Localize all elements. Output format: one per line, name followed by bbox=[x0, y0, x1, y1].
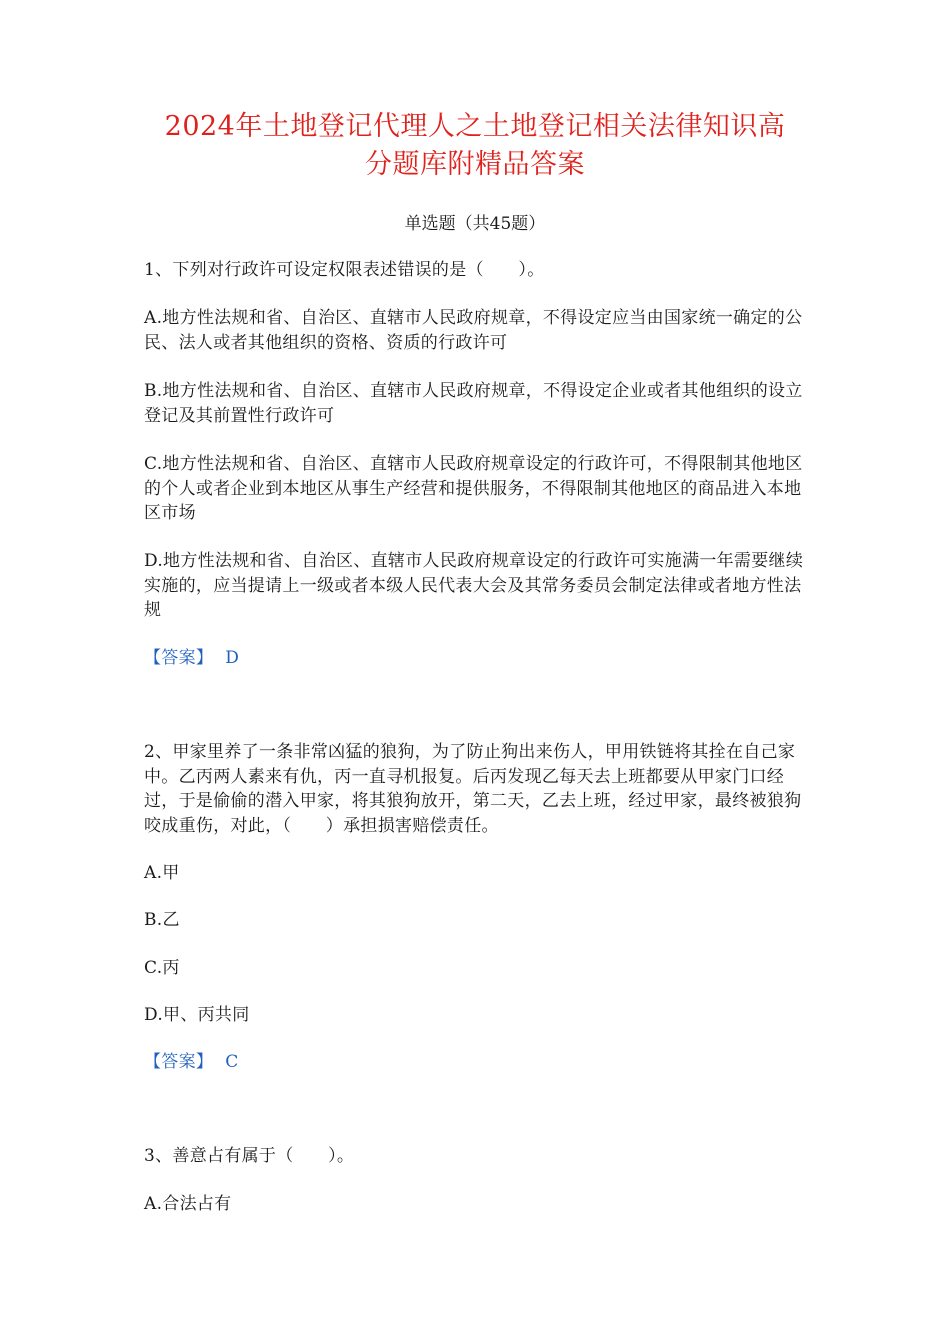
answer-value: C bbox=[225, 1052, 239, 1072]
answer-value: D bbox=[225, 648, 240, 668]
question-1-option-a: A.地方性法规和省、自治区、直辖市人民政府规章，不得设定应当由国家统一确定的公民、法人或者其他组织的资格、资质的行政许可 bbox=[144, 308, 803, 353]
question-1-option-d: D.地方性法规和省、自治区、直辖市人民政府规章设定的行政许可实施满一年需要继续实施的，应当提请上一级或者本级人民代表大会及其常务委员会制定法律或者地方性法规 bbox=[144, 551, 804, 620]
answer-label: 【答案】 bbox=[144, 648, 214, 668]
document-title bbox=[100, 108, 850, 184]
question-2-option-c: C.丙 bbox=[144, 958, 180, 978]
question-1-option-b: B.地方性法规和省、自治区、直辖市人民政府规章，不得设定企业或者其他组织的设立登记及其前置性行政许可 bbox=[144, 381, 803, 426]
question-3-stem: 3、善意占有属于（ ）。 bbox=[144, 1146, 355, 1166]
question-1-stem: 1、下列对行政许可设定权限表述错误的是（ ）。 bbox=[144, 260, 545, 280]
question-2-answer bbox=[144, 1050, 814, 1075]
question-1-answer bbox=[144, 646, 814, 671]
question-2-option-b: B.乙 bbox=[144, 910, 180, 930]
title-line-1: 2024年土地登记代理人之土地登记相关法律知识高 bbox=[164, 111, 786, 142]
question-2-option-d: D.甲、丙共同 bbox=[144, 1005, 250, 1025]
title-line-2: 分题库附精品答案 bbox=[365, 149, 585, 180]
section-heading: 单选题（共45题） bbox=[404, 214, 546, 234]
question-2-stem: 2、甲家里养了一条非常凶猛的狼狗，为了防止狗出来伤人，甲用铁链将其拴在自己家中。乙丙两人素来有仇，丙一直寻机报复。后丙发现乙每天去上班都要从甲家门口经过，于是偷偷的潜入甲家，将其狼狗放开，第二天，乙去上班，经过甲家，最终被狼狗咬成重伤，对此，（ ）承担损害赔偿责任。 bbox=[144, 742, 802, 836]
question-1-option-c: C.地方性法规和省、自治区、直辖市人民政府规章设定的行政许可，不得限制其他地区的个人或者企业到本地区从事生产经营和提供服务，不得限制其他地区的商品进入本地区市场 bbox=[144, 454, 803, 523]
question-2-option-a: A.甲 bbox=[144, 863, 180, 883]
answer-label: 【答案】 bbox=[144, 1052, 214, 1072]
question-3-option-a: A.合法占有 bbox=[144, 1194, 232, 1214]
